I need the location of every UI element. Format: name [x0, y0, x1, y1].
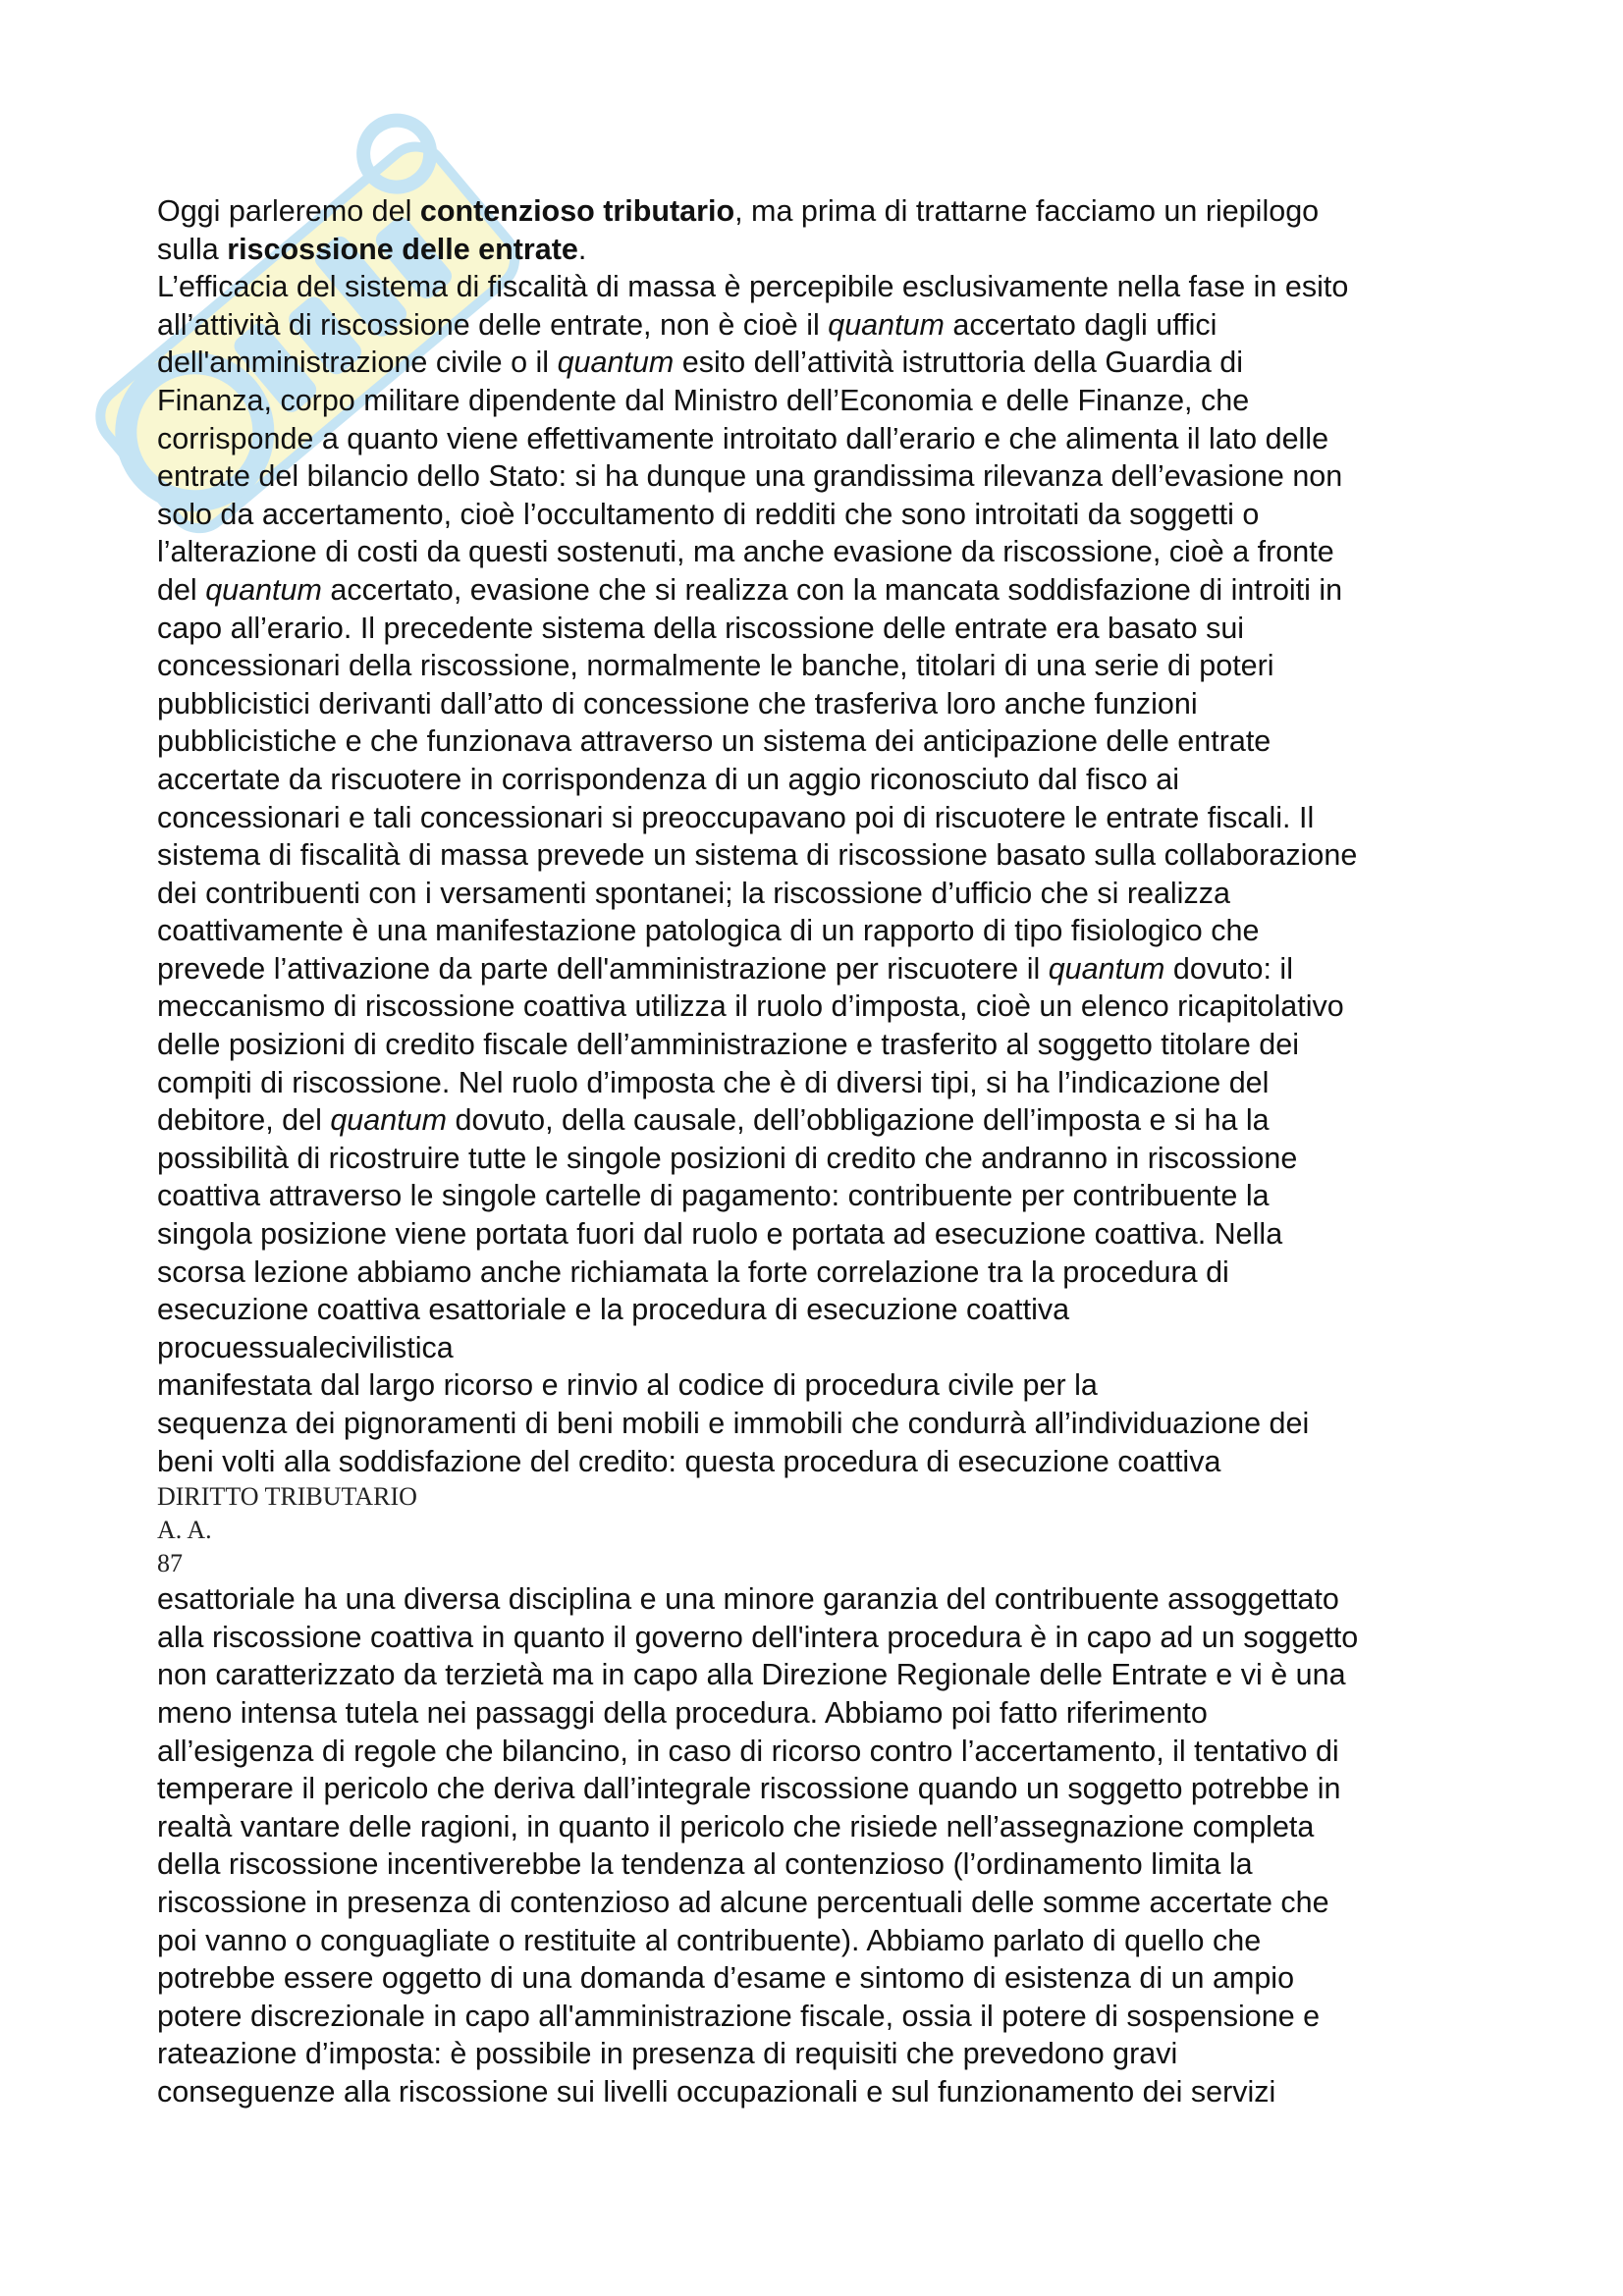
- text-run: entrate del bilancio dello Stato: si ha dunque una grandissima rilevanza dell’evasione non: [157, 459, 1343, 494]
- text-line: [157, 1694, 1502, 1733]
- text-run: scorsa lezione abbiamo anche richiamata la forte correlazione tra la procedura di: [157, 1255, 1229, 1289]
- text-run: alla riscossione coattiva in quanto il governo dell'intera procedura è in capo ad un soggetto: [157, 1620, 1359, 1654]
- text-run: prevede l’attivazione da parte dell'amministrazione per riscuotere il: [157, 951, 1049, 986]
- text-run: accertato, evasione che si realizza con la mancata soddisfazione di introiti in: [321, 572, 1343, 607]
- page-number: 87: [157, 1549, 183, 1578]
- text-run: all’esigenza di regole che bilancino, in caso di ricorso contro l’accertamento, il tentativo di: [157, 1734, 1339, 1768]
- text-run: l’alterazione di costi da questi sostenuti, ma anche evasione da riscossione, cioè a fronte: [157, 535, 1334, 569]
- text-run: realtà vantare delle ragioni, in quanto il pericolo che risiede nell’assegnazione completa: [157, 1809, 1315, 1843]
- text-run: accertato dagli uffici: [944, 307, 1217, 342]
- text-run: beni volti alla soddisfazione del credito: questa procedura di esecuzione coattiva: [157, 1444, 1221, 1478]
- text-run: concessionari della riscossione, normalmente le banche, titolari di una serie di poteri: [157, 649, 1274, 683]
- text-line: [157, 192, 1502, 231]
- text-run: potrebbe essere oggetto di una domanda d’esame e sintomo di esistenza di un ampio: [157, 1961, 1295, 1996]
- text-line: [157, 231, 1502, 269]
- text-line: [157, 1140, 1502, 1178]
- text-line: [157, 457, 1502, 496]
- text-run: .: [577, 232, 587, 266]
- text-line: [157, 1580, 1502, 1619]
- italic-text: quantum: [205, 572, 322, 607]
- text-run: riscossione in presenza di contenzioso ad alcune percentuali delle somme accertate che: [157, 1885, 1329, 1919]
- text-line: [157, 1733, 1502, 1771]
- text-run: sulla: [157, 232, 228, 266]
- text-line: [157, 1215, 1502, 1254]
- text-run: coattivamente è una manifestazione patologica di un rapporto di tipo fisiologico che: [157, 914, 1260, 948]
- text-line: [157, 1443, 1502, 1481]
- text-run: rateazione d’imposta: è possibile in presenza di requisiti che prevedono gravi: [157, 2037, 1178, 2071]
- text-line: [157, 1026, 1502, 1064]
- text-line: [157, 950, 1502, 988]
- text-run: della riscossione incentiverebbe la tendenza al contenzioso (l’ordinamento limita la: [157, 1847, 1253, 1882]
- text-run: sistema di fiscalità di massa prevede un sistema di riscossione basato sulla collaborazione: [157, 838, 1358, 873]
- text-line: [157, 306, 1502, 345]
- academic-year: A. A.: [157, 1516, 212, 1545]
- text-line: [157, 836, 1502, 875]
- text-run: dei contribuenti con i versamenti spontanei; la riscossione d’ufficio che si realizza: [157, 876, 1230, 910]
- text-line: [157, 1329, 1502, 1367]
- text-line: [157, 1770, 1502, 1808]
- text-line: [157, 344, 1502, 382]
- text-line: [157, 1064, 1502, 1102]
- text-run: poi vanno o conguagliate o restituite al contribuente). Abbiamo parlato di quello che: [157, 1923, 1262, 1957]
- italic-text: quantum: [330, 1103, 448, 1138]
- text-line: [157, 496, 1502, 534]
- text-run: coattiva attraverso le singole cartelle di pagamento: contribuente per contribuente la: [157, 1179, 1270, 1213]
- text-run: pubblicistici derivanti dall’atto di concessione che trasferiva loro anche funzioni: [157, 686, 1198, 721]
- text-run: solo da accertamento, cioè l’occultamento di redditi che sono introitati da soggetti o: [157, 497, 1260, 531]
- text-run: esecuzione coattiva esattoriale e la procedura di esecuzione coattiva: [157, 1293, 1070, 1327]
- text-run: conseguenze alla riscossione sui livelli occupazionali e sul funzionamento dei servizi: [157, 2074, 1276, 2109]
- course-title: DIRITTO TRIBUTARIO: [157, 1482, 417, 1512]
- text-line: [157, 1405, 1502, 1443]
- text-line: [157, 571, 1502, 610]
- watermark-ring: [350, 107, 444, 201]
- text-run: concessionari e tali concessionari si preoccupavano poi di riscuotere le entrate fiscali. Il: [157, 800, 1315, 834]
- text-line: [157, 912, 1502, 950]
- italic-text: quantum: [557, 346, 675, 380]
- text-run: temperare il pericolo che deriva dall’integrale riscossione quando un soggetto potrebbe in: [157, 1772, 1341, 1806]
- text-block-2: [157, 1580, 1502, 2110]
- text-run: Finanza, corpo militare dipendente dal Ministro dell’Economia e delle Finanze, che: [157, 383, 1250, 417]
- text-run: dovuto, della causale, dell’obbligazione dell’imposta e si ha la: [447, 1103, 1270, 1138]
- text-run: sequenza dei pignoramenti di beni mobili e immobili che condurrà all’individuazione dei: [157, 1407, 1310, 1440]
- text-line: [157, 2073, 1502, 2111]
- text-line: [157, 1959, 1502, 1998]
- text-run: capo all’erario. Il precedente sistema della riscossione delle entrate era basato sui: [157, 611, 1245, 645]
- text-line: [157, 1884, 1502, 1922]
- text-line: [157, 268, 1502, 306]
- text-line: [157, 1101, 1502, 1140]
- text-run: Oggi parleremo del: [157, 194, 420, 228]
- text-run: manifestata dal largo ricorso e rinvio al codice di procedura civile per la: [157, 1368, 1098, 1403]
- text-line: [157, 647, 1502, 685]
- text-run: debitore, del: [157, 1103, 331, 1138]
- text-run: singola posizione viene portata fuori dal ruolo e portata ad esecuzione coattiva. Nella: [157, 1217, 1283, 1252]
- text-line: [157, 382, 1502, 420]
- document-page: [157, 192, 1502, 2111]
- text-line: [157, 2035, 1502, 2073]
- text-line: [157, 875, 1502, 913]
- text-line: [157, 1998, 1502, 2036]
- text-run: dell'amministrazione civile o il: [157, 346, 558, 380]
- italic-text: quantum: [1048, 951, 1165, 986]
- text-line: [157, 1845, 1502, 1884]
- page-header: [157, 1480, 1502, 1580]
- text-run: esattoriale ha una diversa disciplina e una minore garanzia del contribuente assoggettato: [157, 1582, 1339, 1617]
- text-line: [157, 761, 1502, 799]
- text-run: del: [157, 572, 206, 607]
- text-line: [157, 988, 1502, 1026]
- text-run: , ma prima di trattarne facciamo un riepilogo: [734, 194, 1320, 228]
- text-run: accertate da riscuotere in corrispondenza di un aggio riconosciuto dal fisco ai: [157, 762, 1179, 796]
- text-run: esito dell’attività istruttoria della Guardia di: [674, 346, 1244, 380]
- text-line: [157, 1291, 1502, 1329]
- text-line: [157, 1177, 1502, 1215]
- text-run: meccanismo di riscossione coattiva utilizza il ruolo d’imposta, cioè un elenco ricapitolativo: [157, 989, 1344, 1024]
- text-run: meno intensa tutela nei passaggi della procedura. Abbiamo poi fatto riferimento: [157, 1695, 1208, 1730]
- text-block-1: [157, 192, 1502, 1480]
- text-run: corrisponde a quanto viene effettivamente introitato dall’erario e che alimenta il lato delle: [157, 421, 1329, 455]
- text-line: [157, 533, 1502, 571]
- text-run: procuessualecivilistica: [157, 1330, 454, 1364]
- text-line: [157, 722, 1502, 761]
- text-line: [157, 1254, 1502, 1292]
- text-line: [157, 799, 1502, 837]
- text-line: [157, 1808, 1502, 1846]
- bold-text: riscossione delle entrate: [227, 232, 578, 266]
- text-run: compiti di riscossione. Nel ruolo d’imposta che è di diversi tipi, si ha l’indicazione del: [157, 1065, 1270, 1099]
- text-run: non caratterizzato da terzietà ma in capo alla Direzione Regionale delle Entrate e vi è una: [157, 1658, 1346, 1692]
- bold-text: contenzioso tributario: [419, 194, 735, 228]
- text-run: all’attività di riscossione delle entrate, non è cioè il: [157, 307, 829, 342]
- text-line: [157, 1619, 1502, 1657]
- text-line: [157, 610, 1502, 648]
- text-run: pubblicistiche e che funzionava attraverso un sistema dei anticipazione delle entrate: [157, 724, 1271, 759]
- text-line: [157, 1656, 1502, 1694]
- italic-text: quantum: [828, 307, 945, 342]
- text-run: L’efficacia del sistema di fiscalità di massa è percepibile esclusivamente nella fase in esito: [157, 270, 1349, 304]
- text-line: [157, 420, 1502, 458]
- text-run: dovuto: il: [1164, 951, 1293, 986]
- text-run: possibilità di ricostruire tutte le singole posizioni di credito che andranno in riscossione: [157, 1141, 1298, 1175]
- text-line: [157, 1922, 1502, 1960]
- text-line: [157, 1366, 1502, 1405]
- text-run: potere discrezionale in capo all'amministrazione fiscale, ossia il potere di sospensione e: [157, 1999, 1321, 2033]
- text-run: delle posizioni di credito fiscale dell’amministrazione e trasferito al soggetto titolare dei: [157, 1028, 1299, 1062]
- text-line: [157, 685, 1502, 723]
